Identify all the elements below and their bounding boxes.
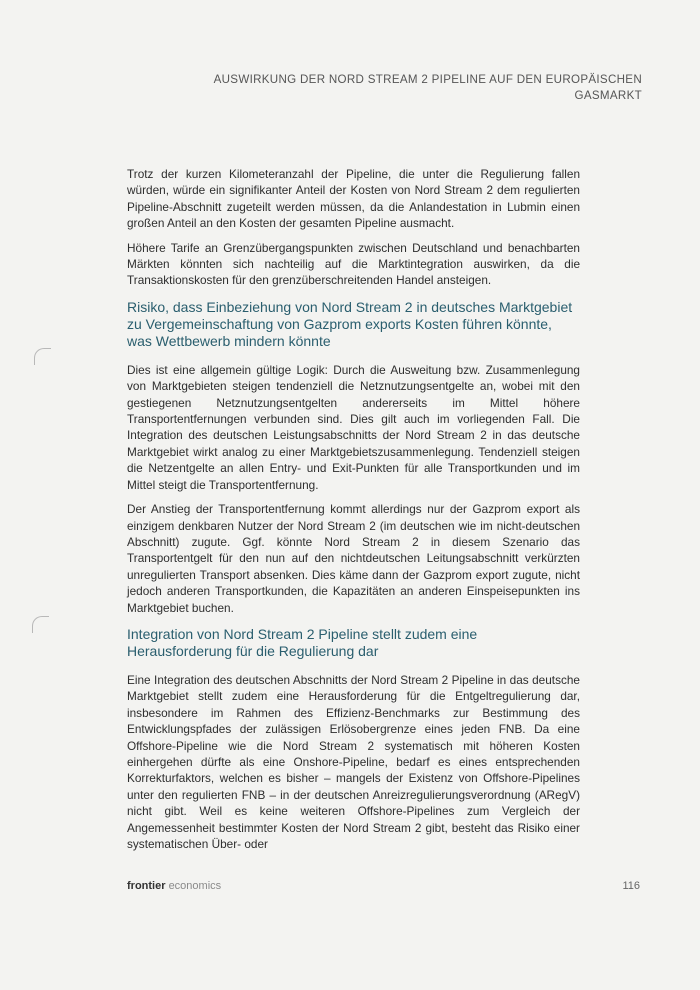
brand-name-bold: frontier (127, 880, 166, 892)
page-number: 116 (622, 880, 640, 892)
punch-hole-mark (32, 616, 49, 633)
paragraph: Eine Integration des deutschen Abschnitts der Nord Stream 2 Pipeline in das deutsche Marktgebiet stellt zudem eine Herausforderung für die Entgeltregulierung dar, insbesondere im Rahmen des Effizienz-Benchmarks zur Bestimmung des Entwicklungspfades der zulässigen Erlösobergrenze eines jeden FNB. Da eine Offshore-Pipeline wie die Nord Stream 2 systematisch mit höheren Kosten einhergehen dürfte als eine Onshore-Pipeline, bedarf es eines entsprechenden Korrekturfaktors, welchen es bisher – mangels der Existenz von Offshore-Pipelines unter den regulierten FNB – in der deutschen Anreizregulierungsverordnung (ARegV) nicht gibt. Weil es keine weiteren Offshore-Pipelines zum Vergleich der Angemessenheit bestimmter Kosten der Nord Stream 2 gibt, besteht das Risiko einer systematischen Über- oder (127, 672, 580, 851)
paragraph: Trotz der kurzen Kilometeranzahl der Pipeline, die unter die Regulierung fallen würden, würde ein signifikanter Anteil der Kosten von Nord Stream 2 dem regulierten Pipeline-Abschnitt zugeteilt werden müssen, da die Anlandestation in Lubmin einen großen Anteil an den Kosten der gesamten Pipeline ausmacht. (127, 167, 580, 231)
running-header (122, 72, 642, 104)
section-heading: Risiko, dass Einbeziehung von Nord Stream 2 in deutsches Marktgebiet zu Vergemeinschaftung von Gazprom exports Kosten führen könnte, was Wettbewerb mindern könnte (127, 298, 573, 349)
paragraph: Der Anstieg der Transportentfernung kommt allerdings nur der Gazprom export als einzigem denkbaren Nutzer der Nord Stream 2 (im deutschen wie im nicht-deutschen Abschnitt) zugute. Ggf. könnte Nord Stream 2 in diesem Szenario das Transportentgelt für den nun auf den nichtdeutschen Leitungsabschnitt verkürzten unregulierten Transport absenken. Dies käme dann der Gazprom export zugute, nicht jedoch anderen Transportkunden, die Kapazitäten an anderen Einspeisepunkten ins Marktgebiet buchen. (127, 502, 580, 615)
main-content (127, 166, 580, 860)
header-line-2: GASMARKT (574, 89, 642, 102)
footer-brand (127, 880, 221, 892)
section-heading: Integration von Nord Stream 2 Pipeline stellt zudem eine Herausforderung für die Regulierung dar (127, 625, 478, 659)
brand-name-light: economics (168, 880, 222, 892)
punch-hole-mark (34, 348, 51, 365)
paragraph: Dies ist eine allgemein gültige Logik: Durch die Ausweitung bzw. Zusammenlegung von Marktgebieten steigen tendenziell die Netznutzungsentgelte an, wobei mit den gestiegenen Netznutzungsentgelten andererseits im Mittel höhere Transportentfernungen verbunden sind. Dies gilt auch im vorliegenden Fall. Die Integration des deutschen Leistungsabschnitts der Nord Stream 2 in das deutsche Marktgebiet wirkt analog zu einer Marktgebietszusammenlegung. Tendenziell steigen die Netzentgelte an allen Entry- und Exit-Punkten für alle Transportkunden und im Mittel steigt die Transportentfernung. (127, 362, 580, 492)
header-line-1: AUSWIRKUNG DER NORD STREAM 2 PIPELINE AUF DEN EUROPÄISCHEN (213, 73, 642, 86)
paragraph: Höhere Tarife an Grenzübergangspunkten zwischen Deutschland und benachbarten Märkten könnten sich nachteilig auf die Marktintegration auswirken, da die Transaktionskosten für den grenzüberschreitenden Handel ansteigen. (127, 240, 580, 288)
